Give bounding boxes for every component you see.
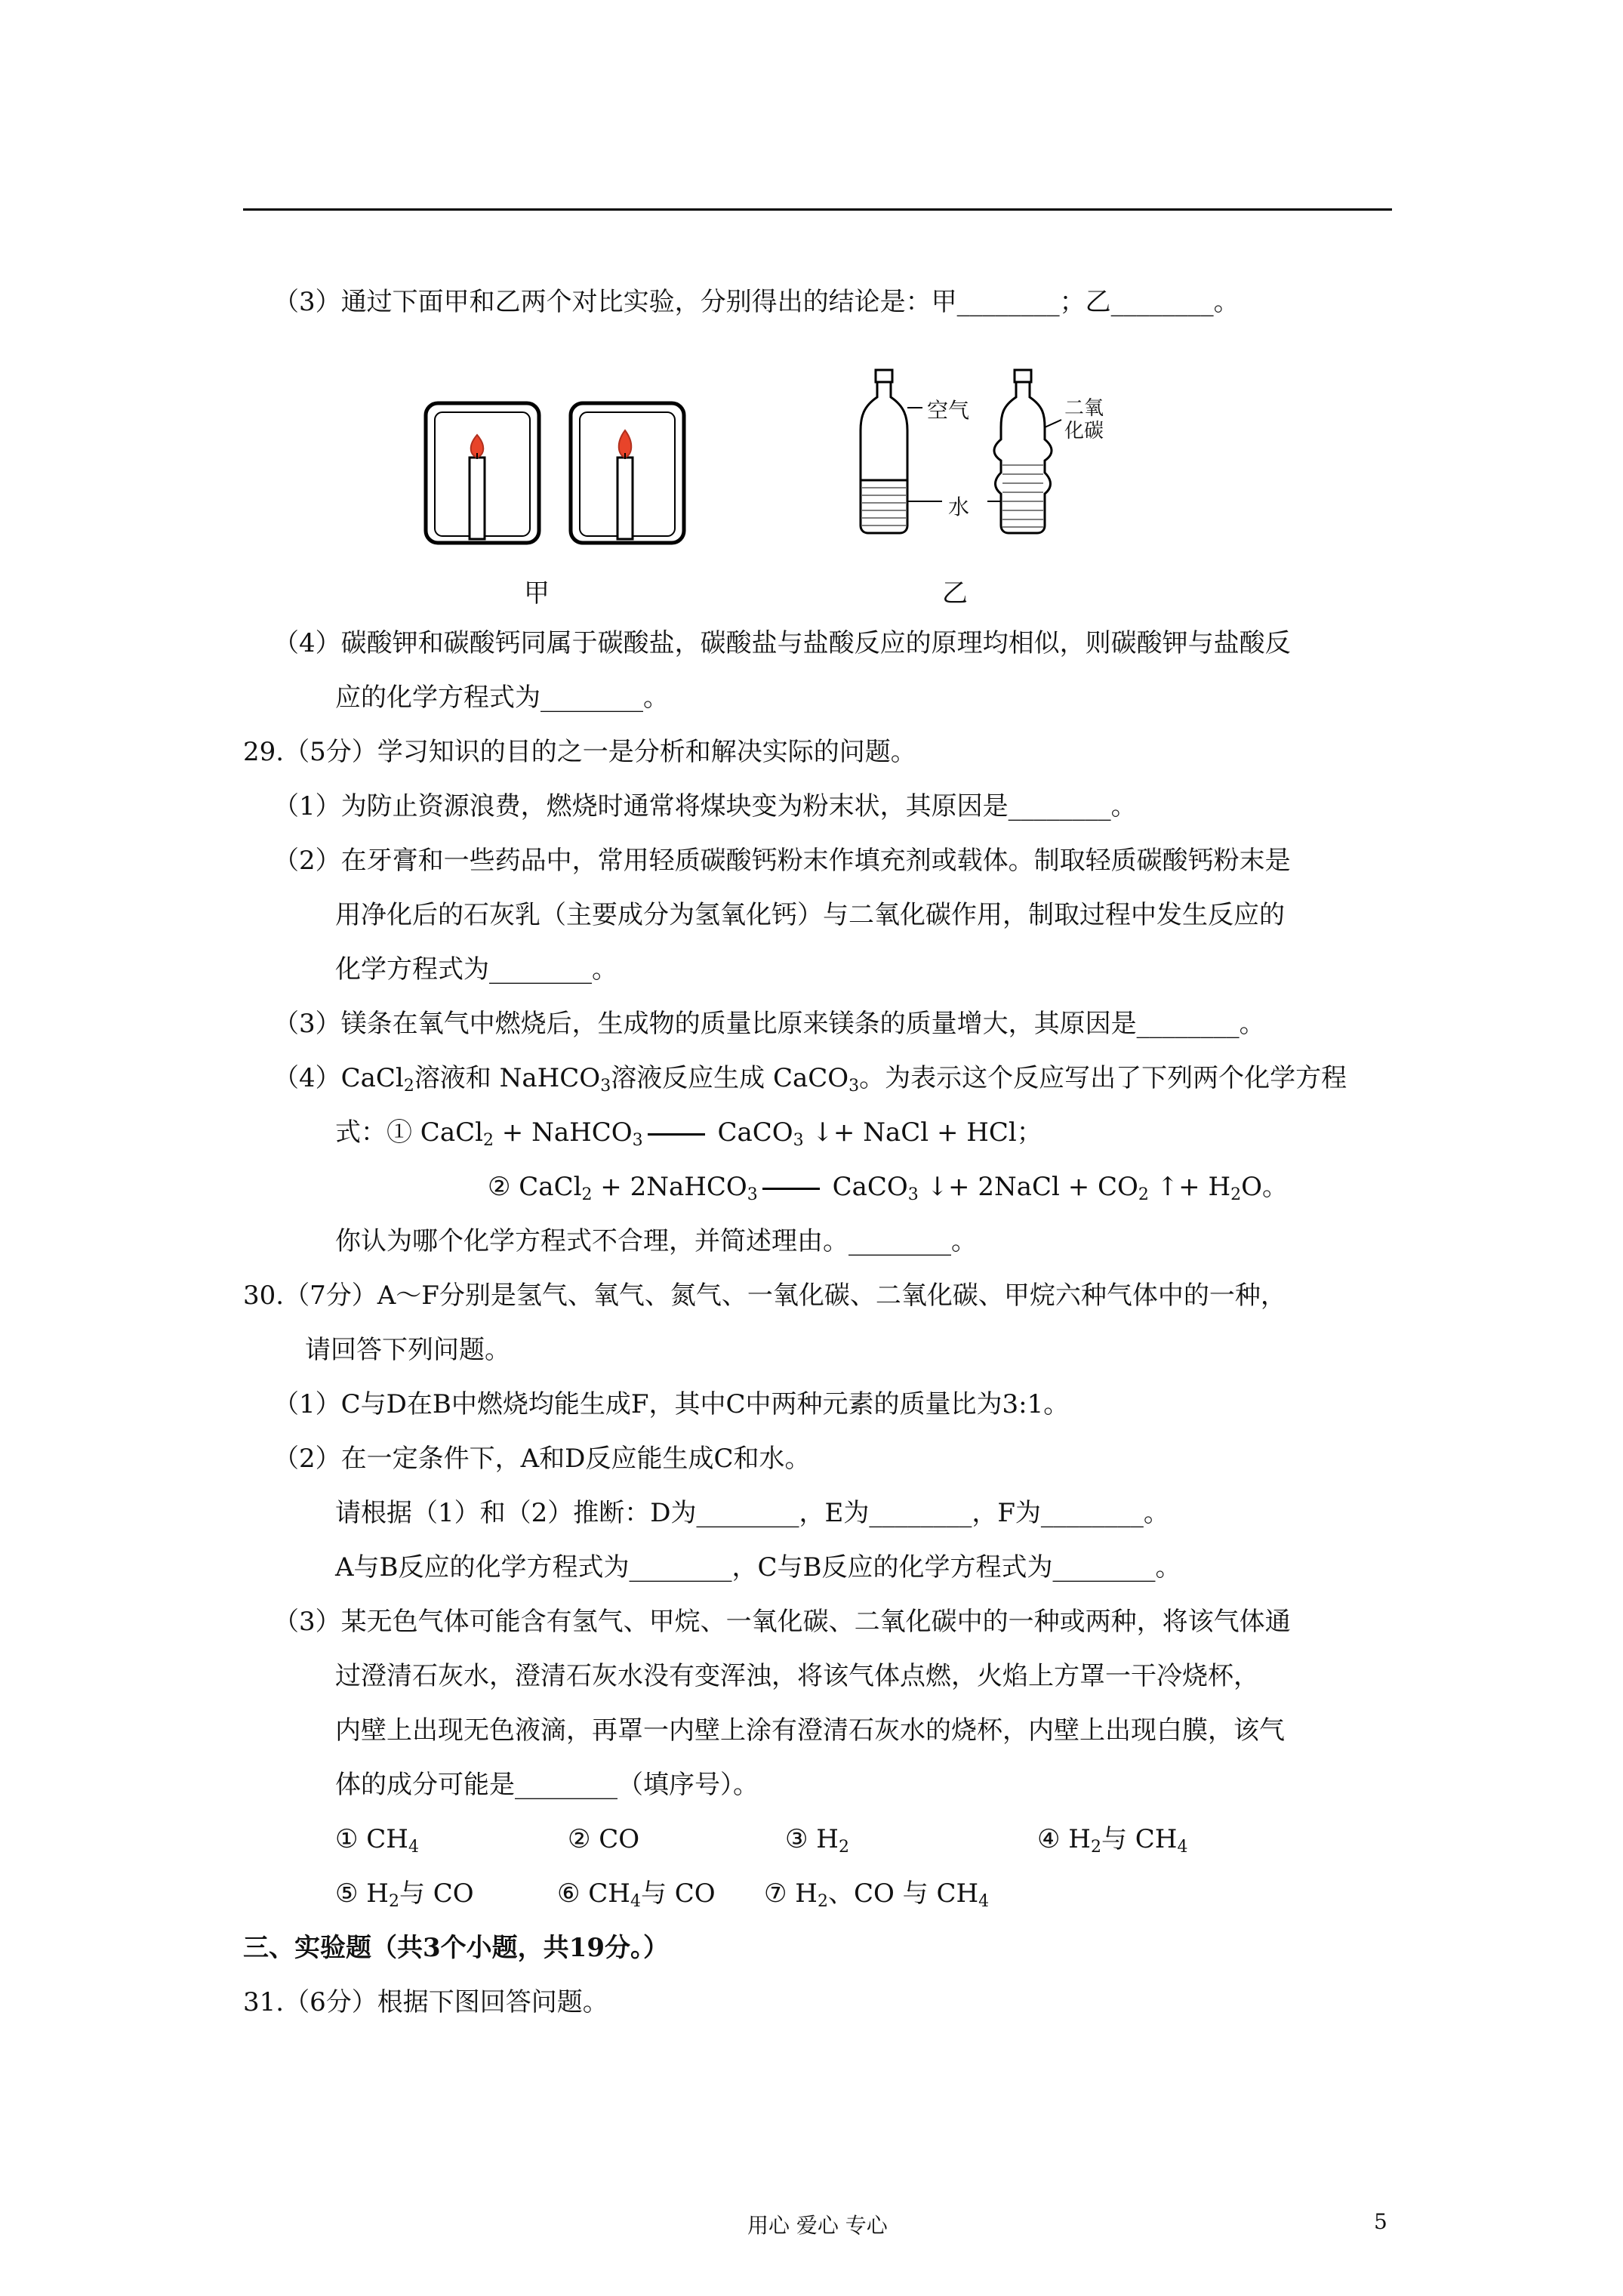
q30-option-1: ① $CH_4$ xyxy=(335,1824,419,1857)
section-3-heading: 三、实验题（共3个小题，共19分。） xyxy=(243,1933,669,1963)
q30-option-5: ⑤ $H_2$与 CO xyxy=(335,1878,474,1911)
q30-part3-line1: （3）某无色气体可能含有氢气、甲烷、一氧化碳、二氧化碳中的一种或两种，将该气体通 xyxy=(273,1607,1291,1637)
q30-option-2: ② CO xyxy=(568,1824,640,1854)
label-co2-line1: 二氧 xyxy=(1064,397,1104,420)
q30-title-line2: 请回答下列问题。 xyxy=(305,1335,510,1365)
bottle-co2-water xyxy=(1002,465,1043,527)
q30-inference: 请根据（1）和（2）推断：D为________，E为________，F为________。 xyxy=(335,1498,1169,1528)
header-rule xyxy=(243,208,1392,211)
label-co2-line2: 化碳 xyxy=(1064,420,1104,442)
q29-part4-question: 你认为哪个化学方程式不合理，并简述理由。________。 xyxy=(335,1226,977,1256)
q29-part2-line3: 化学方程式为________。 xyxy=(335,954,617,985)
q29-title: 29.（5分）学习知识的目的之一是分析和解决实际的问题。 xyxy=(243,737,916,767)
label-air: 空气 xyxy=(927,398,970,423)
q28-part4-line1: （4）碳酸钾和碳酸钙同属于碳酸盐，碳酸盐与盐酸反应的原理均相似，则碳酸钾与盐酸反 xyxy=(273,628,1291,658)
q28-part4-line2: 应的化学方程式为________。 xyxy=(335,683,669,713)
q30-part3-line2: 过澄清石灰水，澄清石灰水没有变浑浊，将该气体点燃，火焰上方罩一干冷烧杯， xyxy=(335,1661,1259,1691)
bottle-co2 xyxy=(994,370,1052,533)
q28-part3: （3）通过下面甲和乙两个对比实验，分别得出的结论是：甲________；乙________。 xyxy=(273,287,1240,317)
footer-slogan: 用心 爱心 专心 xyxy=(747,2213,888,2238)
label-water: 水 xyxy=(948,495,970,519)
q29-part2-line1: （2）在牙膏和一些药品中，常用轻质碳酸钙粉末作填充剂或载体。制取轻质碳酸钙粉末是 xyxy=(273,846,1291,876)
q29-part2-line2: 用净化后的石灰乳（主要成分为氢氧化钙）与二氧化碳作用，制取过程中发生反应的 xyxy=(335,900,1285,930)
q30-part1: （1）C与D在B中燃烧均能生成F，其中C中两种元素的质量比为3:1。 xyxy=(273,1389,1070,1419)
q30-option-6: ⑥ $CH_4$与 CO xyxy=(557,1878,716,1911)
q31-title: 31.（6分）根据下图回答问题。 xyxy=(243,1987,608,2017)
q29-part4-intro: （4）CaCl$_2$溶液和 NaHCO$_3$溶液反应生成 CaCO$_3$。为表示这个反应写出了下列两个化学方程 xyxy=(273,1063,1347,1096)
bottle-air-water xyxy=(862,488,906,525)
candle-right xyxy=(617,430,633,539)
candle-left xyxy=(470,435,485,539)
q30-option-3: ③ $H_2$ xyxy=(785,1824,849,1857)
q29-equation-2: ② CaCl$_2$ + 2NaHCO$_3$ CaCO$_3$ ↓+ 2NaCl + $CO_2$ ↑+ $H_2O$。 xyxy=(488,1172,1288,1204)
q30-part3-line4: 体的成分可能是________（填序号）。 xyxy=(335,1770,759,1800)
bottle-air xyxy=(861,370,907,533)
q30-equations: A与B反应的化学方程式为________，C与B反应的化学方程式为________。 xyxy=(335,1552,1181,1583)
figure-jia-caption: 甲 xyxy=(524,578,550,609)
q29-equation-1: 式：① CaCl$_2$ + NaHCO$_3$ CaCO$_3$ ↓+ NaCl + HCl； xyxy=(335,1117,1042,1150)
q29-part1: （1）为防止资源浪费，燃烧时通常将煤块变为粉末状，其原因是________。 xyxy=(273,791,1137,821)
q30-option-7: ⑦ $H_2$、CO 与 $CH_4$ xyxy=(764,1878,990,1911)
q30-option-4: ④ $H_2$与 $CH_4$ xyxy=(1037,1824,1188,1857)
q30-part2: （2）在一定条件下，A和D反应能生成C和水。 xyxy=(273,1444,811,1474)
q30-part3-line3: 内壁上出现无色液滴，再罩一内壁上涂有澄清石灰水的烧杯，内壁上出现白膜，该气 xyxy=(335,1715,1285,1746)
figure-jia-candles xyxy=(423,400,694,551)
q30-title-line1: 30.（7分）A～F分别是氢气、氧气、氮气、一氧化碳、二氧化碳、甲烷六种气体中的一种， xyxy=(243,1281,1286,1311)
figure-yi-caption: 乙 xyxy=(942,578,968,609)
q29-part3: （3）镁条在氧气中燃烧后，生成物的质量比原来镁条的质量增大，其原因是________。 xyxy=(273,1009,1265,1039)
page-number: 5 xyxy=(1374,2209,1387,2234)
